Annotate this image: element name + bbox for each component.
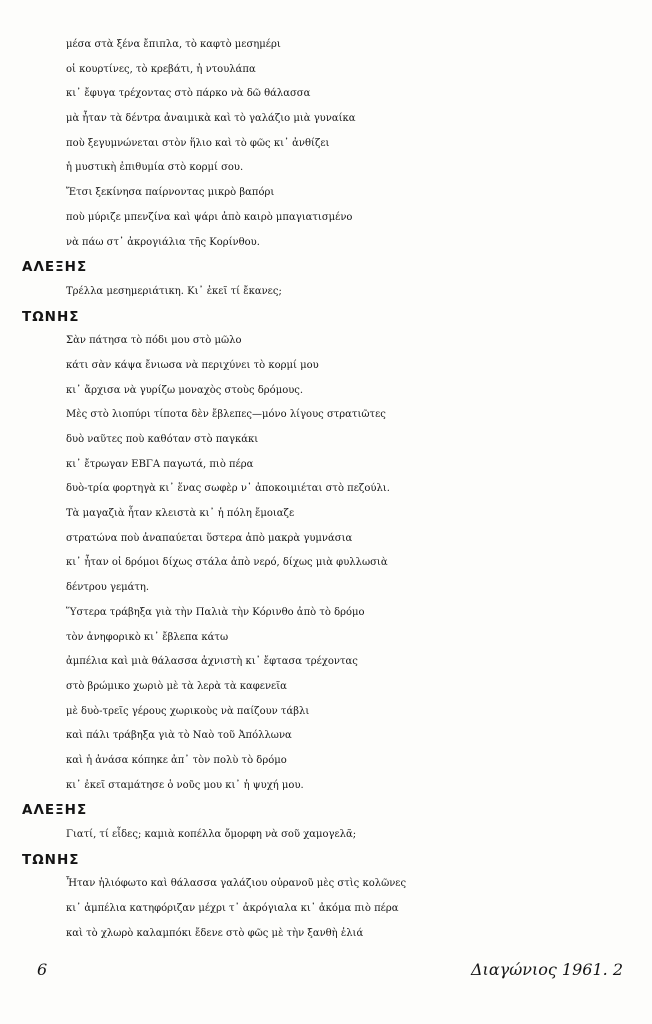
verse-line: μὰ ἦταν τὰ δέντρα ἀναιμικὰ καὶ τὸ γαλάζιο μιὰ γυναίκα <box>66 113 356 125</box>
verse-line: κάτι σὰν κάψα ἔνιωσα νὰ περιχύνει τὸ κορμί μου <box>66 359 319 371</box>
speaker-name-tonis: ΤΩΝΗΣ <box>22 308 80 325</box>
verse-line: κι᾿ ἐκεῖ σταμάτησε ὁ νοῦς μου κι᾿ ἡ ψυχή μου. <box>66 779 304 791</box>
verse-line: Ἦταν ἡλιόφωτο καὶ θάλασσα γαλάζιου οὐρανοῦ μὲς στὶς κολῶνες <box>66 878 407 890</box>
verse-line: κι᾿ ἔφυγα τρέχοντας στὸ πάρκο νὰ δῶ θάλασσα <box>66 88 311 100</box>
verse-line: ποὺ ξεγυμνώνεται στὸν ἥλιο καὶ τὸ φῶς κι᾿ ἀνθίζει <box>66 137 330 149</box>
verse-line: μέσα στὰ ξένα ἔπιπλα, τὸ καφτὸ μεσημέρι <box>66 39 281 50</box>
page-footer <box>0 960 652 984</box>
poem-text <box>0 33 652 946</box>
verse-line: κι᾿ ἄρχισα νὰ γυρίζω μοναχὸς στοὺς δρόμους. <box>66 384 304 396</box>
stanza-2 <box>0 329 652 798</box>
verse-line: καὶ πάλι τράβηξα γιὰ τὸ Ναὸ τοῦ Ἀπόλλωνα <box>66 730 292 742</box>
verse-line: τὸν ἀνηφορικὸ κι᾿ ἔβλεπα κάτω <box>66 631 229 643</box>
verse-line: ἀμπέλια καὶ μιὰ θάλασσα ἀχνιστὴ κι᾿ ἔφτασα τρέχοντας <box>66 656 358 668</box>
verse-line: κι᾿ ἦταν οἱ δρόμοι δίχως στάλα ἀπὸ νερό, δίχως μιὰ φυλλωσιὰ <box>66 557 388 569</box>
dialogue-line: Γιατί, τί εἶδες; καμιὰ κοπέλλα ὄμορφη νὰ σοῦ χαμογελᾶ; <box>66 829 357 840</box>
page-number: 6 <box>37 960 48 979</box>
speaker-name-alexis: ΑΛΕΞΗΣ <box>22 802 88 819</box>
verse-line: Ἔτσι ξεκίνησα παίρνοντας μικρὸ βαπόρι <box>66 187 275 199</box>
verse-line: Τὰ μαγαζιὰ ἦταν κλειστὰ κι᾿ ἡ πόλη ἔμοιαζε <box>66 508 295 520</box>
verse-line: κι᾿ ἀμπέλια κατηφόριζαν μέχρι τ᾿ ἀκρόγιαλα κι᾿ ἀκόμα πιὸ πέρα <box>66 903 399 915</box>
verse-line: κι᾿ ἔτρωγαν ΕΒΓΑ παγωτά, πιὸ πέρα <box>66 458 254 470</box>
speaker-name-alexis: ΑΛΕΞΗΣ <box>22 259 88 276</box>
verse-line: καὶ ἡ ἀνάσα κόπηκε ἀπ᾿ τὸν πολὺ τὸ δρόμο <box>66 754 287 766</box>
verse-line: στρατώνα ποὺ ἀναπαύεται ὕστερα ἀπὸ μακρὰ γυμνάσια <box>66 532 353 544</box>
verse-line: δυὸ ναῦτες ποὺ καθόταν στὸ παγκάκι <box>66 434 259 445</box>
verse-line: Σὰν πάτησα τὸ πόδι μου στὸ μῶλο <box>66 335 242 347</box>
stanza-1 <box>0 33 652 255</box>
journal-reference: Διαγώνιος 1961. 2 <box>471 960 623 979</box>
verse-line: καὶ τὸ χλωρὸ καλαμπόκι ἔδενε στὸ φῶς μὲ τὴν ξανθὴ ἐλιά <box>66 927 364 939</box>
verse-line: νὰ πάω στ᾿ ἀκρογιάλια τῆς Κορίνθου. <box>66 236 260 248</box>
verse-line: οἱ κουρτίνες, τὸ κρεβάτι, ἡ ντουλάπα <box>66 63 256 75</box>
verse-line: δυὸ-τρία φορτηγὰ κι᾿ ἕνας σωφὲρ ν᾿ ἀποκοιμιέται στὸ πεζούλι. <box>66 483 390 495</box>
verse-line: Ὕστερα τράβηξα γιὰ τὴν Παλιὰ τὴν Κόρινθο ἀπὸ τὸ δρόμο <box>66 606 365 618</box>
stanza-3 <box>0 872 652 946</box>
verse-line: ἡ μυστικὴ ἐπιθυμία στὸ κορμί σου. <box>66 162 244 174</box>
verse-line: ποὺ μύριζε μπενζίνα καὶ ψάρι ἀπὸ καιρὸ μπαγιατισμένο <box>66 211 353 223</box>
verse-line: στὸ βρώμικο χωριὸ μὲ τὰ λερὰ τὰ καφενεῖα <box>66 680 287 692</box>
verse-line: δέντρου γεμάτη. <box>66 582 150 594</box>
dialogue-line: Τρέλλα μεσημεριάτικη. Κι᾿ ἐκεῖ τί ἔκανες; <box>66 285 282 297</box>
verse-line: Μὲς στὸ λιοπύρι τίποτα δὲν ἔβλεπες—μόνο λίγους στρατιῶτες <box>66 409 386 421</box>
speaker-name-tonis: ΤΩΝΗΣ <box>22 851 80 868</box>
verse-line: μὲ δυὸ-τρεῖς γέρους χωρικοὺς νὰ παίζουν τάβλι <box>66 705 310 717</box>
